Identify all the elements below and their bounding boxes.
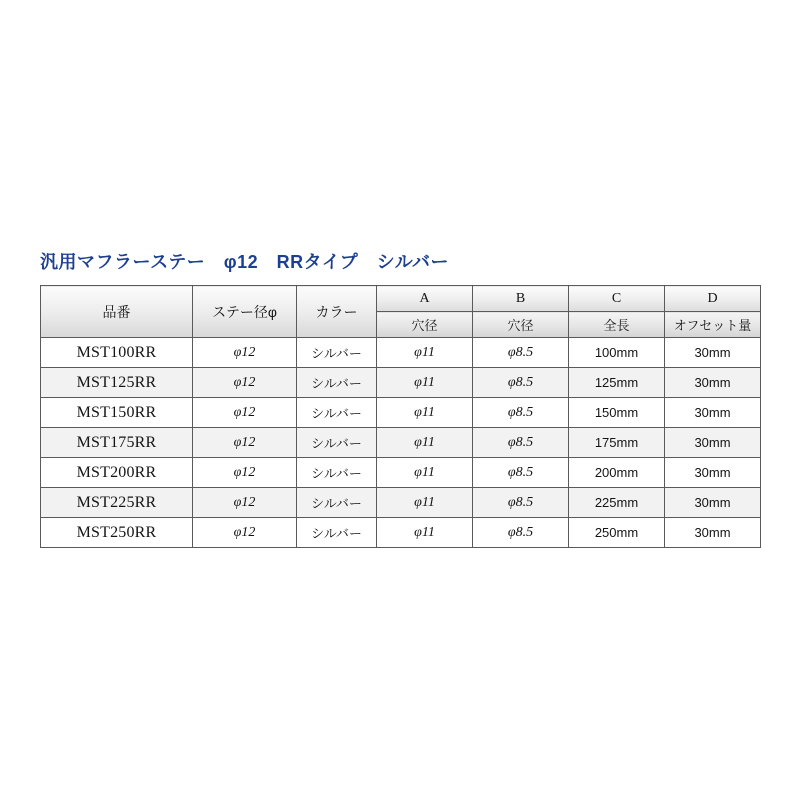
cell-part-no: MST200RR (41, 458, 193, 488)
cell-stay-diameter: φ12 (193, 368, 297, 398)
cell-color: シルバー (297, 428, 377, 458)
cell-part-no: MST250RR (41, 518, 193, 548)
cell-d-offset: 30mm (665, 488, 761, 518)
cell-a-hole: φ11 (377, 518, 473, 548)
cell-color: シルバー (297, 338, 377, 368)
table-row (41, 398, 761, 428)
cell-color: シルバー (297, 518, 377, 548)
column-subheader-d-offset: オフセット量 (665, 312, 761, 338)
cell-color: シルバー (297, 488, 377, 518)
table-row (41, 428, 761, 458)
cell-stay-diameter: φ12 (193, 428, 297, 458)
table-header (41, 286, 761, 338)
cell-d-offset: 30mm (665, 458, 761, 488)
cell-b-hole: φ8.5 (473, 398, 569, 428)
cell-d-offset: 30mm (665, 368, 761, 398)
table-row (41, 368, 761, 398)
column-header-part-no: 品番 (41, 286, 193, 338)
cell-b-hole: φ8.5 (473, 518, 569, 548)
cell-a-hole: φ11 (377, 428, 473, 458)
column-subheader-b-hole: 穴径 (473, 312, 569, 338)
cell-c-length: 200mm (569, 458, 665, 488)
cell-stay-diameter: φ12 (193, 398, 297, 428)
cell-a-hole: φ11 (377, 458, 473, 488)
cell-part-no: MST125RR (41, 368, 193, 398)
cell-b-hole: φ8.5 (473, 428, 569, 458)
column-header-c: C (569, 286, 665, 312)
column-subheader-c-length: 全長 (569, 312, 665, 338)
cell-d-offset: 30mm (665, 518, 761, 548)
column-subheader-a-hole: 穴径 (377, 312, 473, 338)
column-header-b: B (473, 286, 569, 312)
cell-b-hole: φ8.5 (473, 368, 569, 398)
cell-b-hole: φ8.5 (473, 458, 569, 488)
column-header-a: A (377, 286, 473, 312)
table-row (41, 338, 761, 368)
cell-color: シルバー (297, 398, 377, 428)
cell-part-no: MST225RR (41, 488, 193, 518)
cell-c-length: 250mm (569, 518, 665, 548)
column-header-stay-diameter: ステー径φ (193, 286, 297, 338)
cell-a-hole: φ11 (377, 398, 473, 428)
cell-part-no: MST100RR (41, 338, 193, 368)
table-row (41, 458, 761, 488)
cell-stay-diameter: φ12 (193, 458, 297, 488)
cell-c-length: 100mm (569, 338, 665, 368)
page-title: 汎用マフラーステー φ12 RRタイプ シルバー (40, 252, 450, 272)
cell-c-length: 225mm (569, 488, 665, 518)
cell-a-hole: φ11 (377, 488, 473, 518)
column-header-color: カラー (297, 286, 377, 338)
cell-stay-diameter: φ12 (193, 488, 297, 518)
cell-stay-diameter: φ12 (193, 518, 297, 548)
cell-d-offset: 30mm (665, 428, 761, 458)
cell-d-offset: 30mm (665, 338, 761, 368)
table-header-row-top (41, 286, 761, 312)
table-row (41, 488, 761, 518)
cell-b-hole: φ8.5 (473, 488, 569, 518)
table-body (41, 338, 761, 548)
cell-c-length: 175mm (569, 428, 665, 458)
column-header-d: D (665, 286, 761, 312)
table-row (41, 518, 761, 548)
cell-part-no: MST175RR (41, 428, 193, 458)
cell-stay-diameter: φ12 (193, 338, 297, 368)
cell-b-hole: φ8.5 (473, 338, 569, 368)
cell-d-offset: 30mm (665, 398, 761, 428)
cell-c-length: 150mm (569, 398, 665, 428)
specification-table (40, 285, 761, 548)
cell-a-hole: φ11 (377, 368, 473, 398)
cell-part-no: MST150RR (41, 398, 193, 428)
cell-color: シルバー (297, 458, 377, 488)
cell-c-length: 125mm (569, 368, 665, 398)
cell-color: シルバー (297, 368, 377, 398)
cell-a-hole: φ11 (377, 338, 473, 368)
